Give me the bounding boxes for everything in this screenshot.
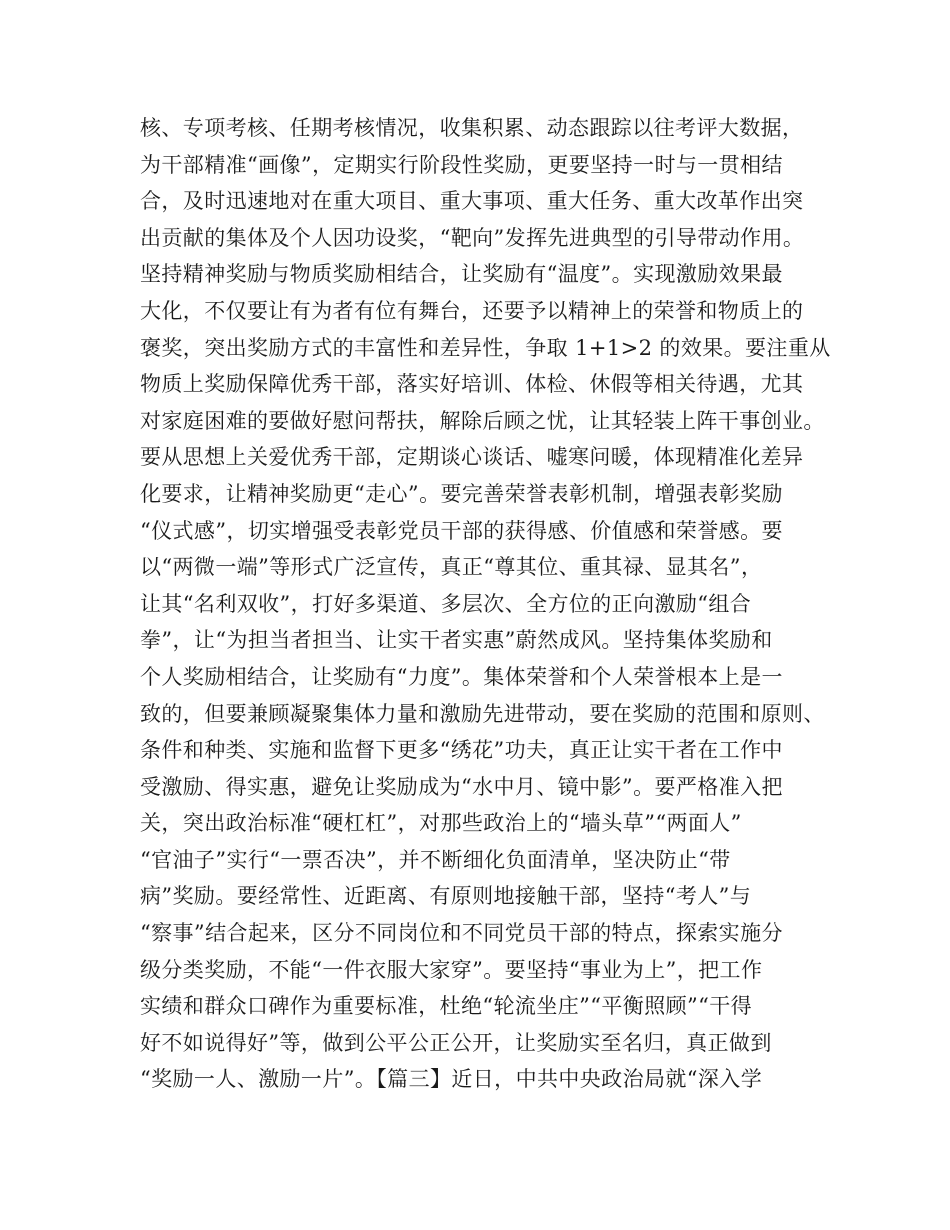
text-line: 坚持精神奖励与物质奖励相结合，让奖励有“温度”。实现激励效果最 — [140, 262, 783, 287]
text-line: 个人奖励相结合，让奖励有“力度”。集体荣誉和个人荣誉根本上是一 — [140, 664, 783, 689]
text-line: 致的，但要兼顾凝聚集体力量和激励先进带动，要在奖励的范围和原则、 — [140, 701, 825, 726]
text-line: 褒奖，突出奖励方式的丰富性和差异性，争取 1+1>2 的效果。要注重从 — [140, 335, 831, 360]
text-line: 好不如说得好”等，做到公平公正公开，让奖励实至名归，真正做到 — [140, 1030, 772, 1055]
text-line: 对家庭困难的要做好慰问帮扶，解除后顾之忧，让其轻装上阵干事创业。 — [140, 408, 825, 433]
text-line: “官油子”实行“一票否决”，并不断细化负面清单，坚决防止“带 — [140, 847, 731, 872]
text-line: 关，突出政治标准“硬杠杠”，对那些政治上的“墙头草”“两面人” — [140, 811, 742, 836]
text-line: 病”奖励。要经常性、近距离、有原则地接触干部，坚持“考人”与 — [140, 884, 752, 909]
text-line: 化要求，让精神奖励更“走心”。要完善荣誉表彰机制，增强表彰奖励 — [140, 481, 783, 506]
text-line: 拳”，让“为担当者担当、让实干者实惠”蔚然成风。坚持集体奖励和 — [140, 628, 773, 653]
text-line: 实绩和群众口碑作为重要标准，杜绝“轮流坐庄”“平衡照顾”“干得 — [140, 994, 753, 1019]
text-line: 为干部精准“画像”，定期实行阶段性奖励，更要坚持一时与一贯相结 — [140, 152, 783, 177]
text-line: “察事”结合起来，区分不同岗位和不同党员干部的特点，探索实施分 — [140, 921, 783, 946]
text-line: 大化，不仅要让有为者有位有舞台，还要予以精神上的荣誉和物质上的 — [140, 298, 804, 323]
text-line: 级分类奖励，不能“一件衣服大家穿”。要坚持“事业为上”，把工作 — [140, 957, 763, 982]
text-line: “奖励一人、激励一片”。【篇三】近日，中共中央政治局就“深入学 — [140, 1067, 763, 1092]
text-line: 核、专项考核、任期考核情况，收集积累、动态跟踪以往考评大数据， — [140, 116, 804, 140]
text-line: 合，及时迅速地对在重大项目、重大事项、重大任务、重大改革作出突 — [140, 189, 804, 214]
text-line: 物质上奖励保障优秀干部，落实好培训、体检、休假等相关待遇，尤其 — [140, 372, 804, 397]
text-line: 要从思想上关爱优秀干部，定期谈心谈话、嘘寒问暖，体现精准化差异 — [140, 445, 804, 470]
text-line: “仪式感”，切实增强受表彰党员干部的获得感、价值感和荣誉感。要 — [140, 518, 783, 543]
text-line: 受激励、得实惠，避免让奖励成为“水中月、镜中影”。要严格准入把 — [140, 774, 783, 799]
text-line: 条件和种类、实施和监督下更多“绣花”功夫，真正让实干者在工作中 — [140, 738, 783, 763]
body-text — [140, 110, 830, 1098]
text-line: 让其“名利双收”，打好多渠道、多层次、全方位的正向激励“组合 — [140, 591, 752, 616]
text-line: 以“两微一端”等形式广泛宣传，真正“尊其位、重其禄、显其名”， — [140, 555, 763, 580]
text-line: 出贡献的集体及个人因功设奖，“靶向”发挥先进典型的引导带动作用。 — [140, 225, 805, 250]
